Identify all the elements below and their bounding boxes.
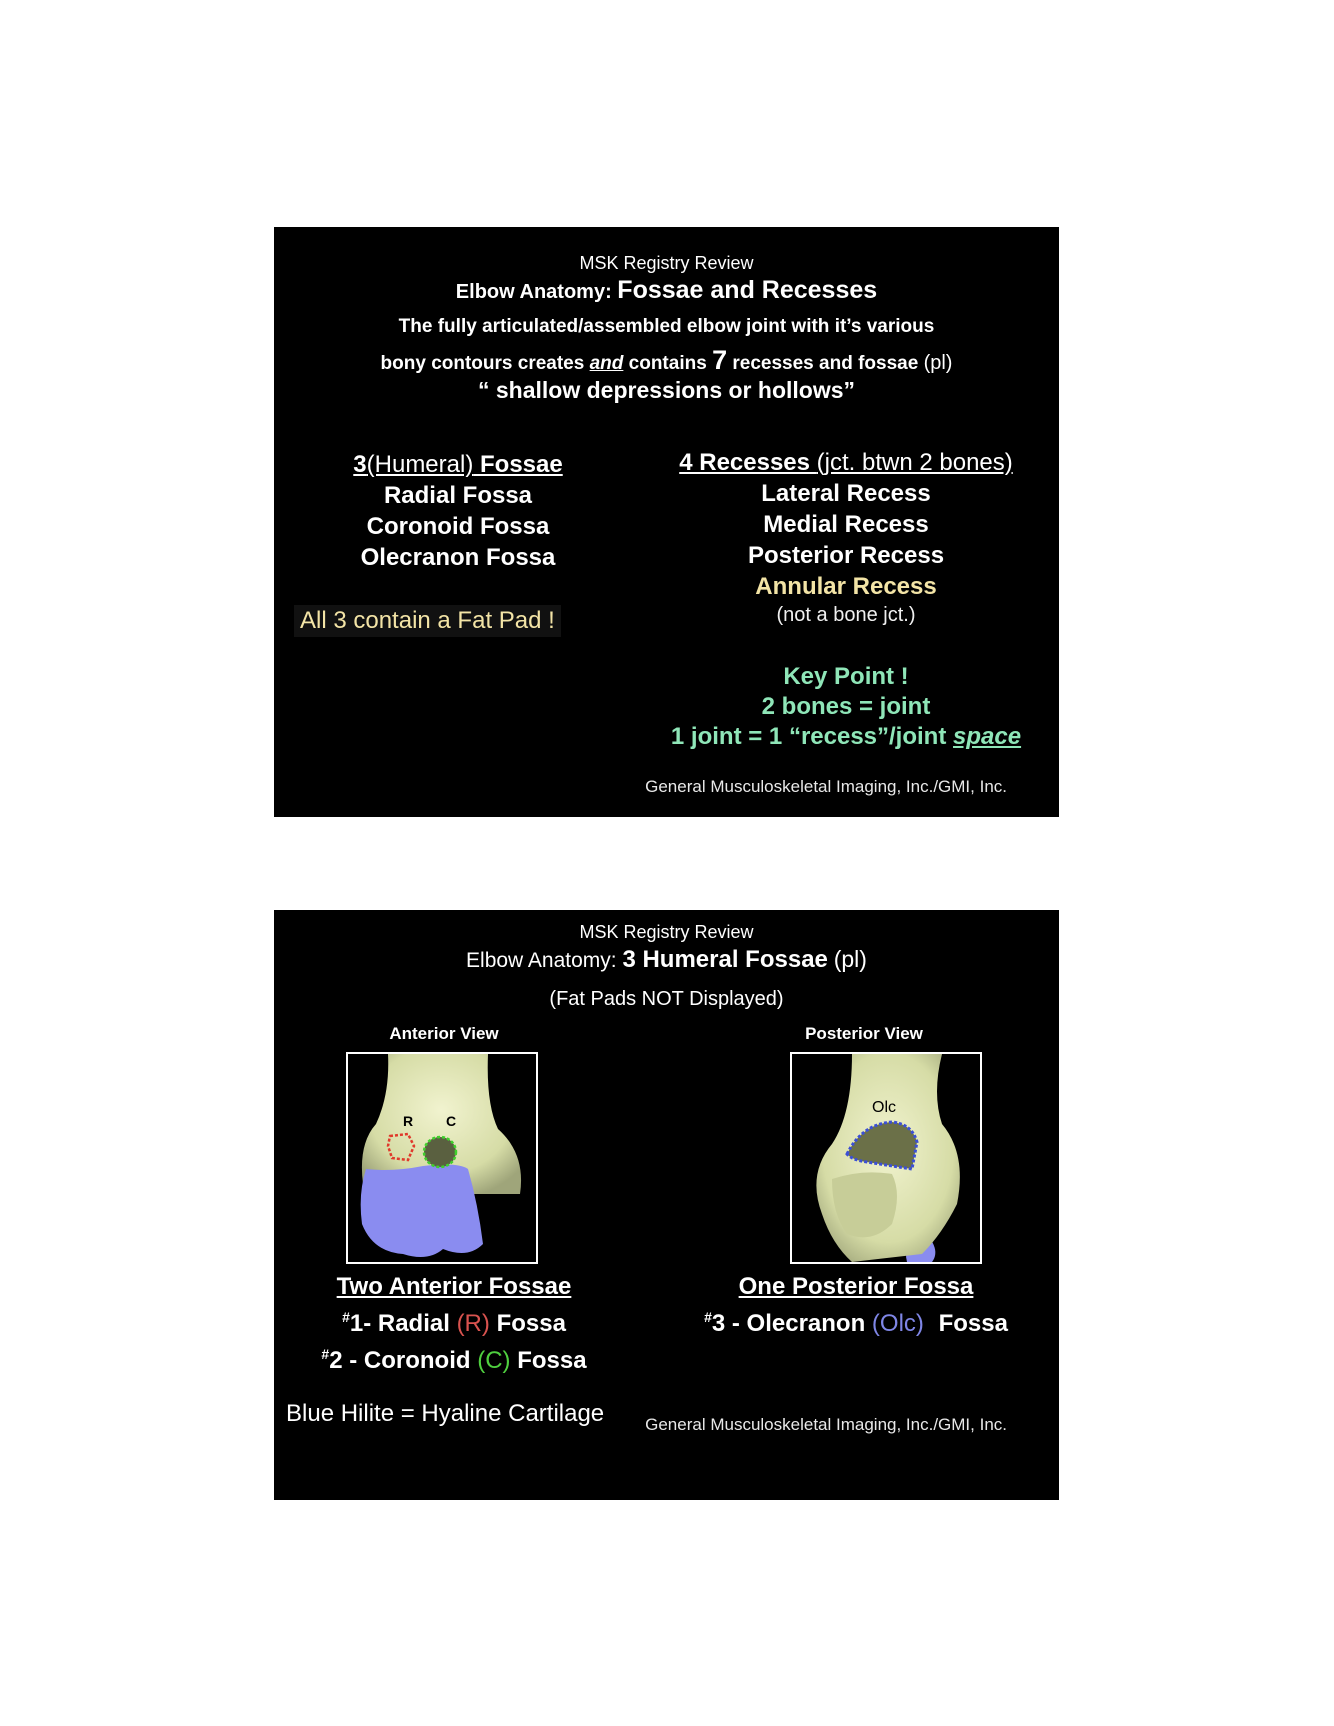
intro-line-2-pl: (pl) [923, 352, 953, 374]
recess-item-lateral: Lateral Recess [761, 480, 931, 507]
anterior-humerus-illustration [348, 1054, 536, 1262]
fossae-heading-mid: (Humeral) [366, 451, 474, 478]
title-prefix: Elbow Anatomy: [455, 281, 612, 303]
title-prefix: Elbow Anatomy: [466, 949, 617, 972]
slide-title [274, 946, 1059, 974]
intro-line-2 [274, 345, 1059, 376]
coronoid-abbr: (C) [477, 1347, 511, 1374]
key-point-line-2 [646, 722, 1046, 752]
recess-item-medial: Medial Recess [763, 511, 929, 538]
title-main: 3 Humeral Fossae [622, 946, 828, 973]
intro-line-2-c: recesses and fossae [732, 353, 919, 374]
key-point-line-2-a: 1 joint = 1 “recess”/joint [670, 723, 947, 750]
fossae-heading-end: Fossae [480, 451, 563, 478]
radial-fossa-marker: R [403, 1113, 414, 1129]
hash-3: # [704, 1309, 712, 1325]
posterior-view-label: Posterior View [805, 1024, 923, 1043]
slide-footer: General Musculoskeletal Imaging, Inc./GMI, Inc. [645, 777, 1007, 796]
recesses-heading [646, 447, 1046, 478]
slide-header: MSK Registry Review [579, 922, 754, 942]
posterior-view-image [790, 1052, 982, 1264]
coronoid-fossa-word: Fossa [517, 1347, 587, 1374]
posterior-heading: One Posterior Fossa [738, 1273, 974, 1300]
slide-header: MSK Registry Review [579, 253, 754, 273]
anterior-view-label: Anterior View [389, 1024, 499, 1043]
anterior-item-coronoid [304, 1339, 604, 1376]
recesses-column [646, 447, 1046, 628]
radial-fossa-word: Fossa [496, 1310, 566, 1337]
anterior-heading: Two Anterior Fossae [336, 1273, 572, 1300]
intro-line-1: The fully articulated/assembled elbow joint with it’s various [398, 316, 935, 337]
lat-label: Lat [940, 1065, 963, 1082]
posterior-humerus-illustration [792, 1054, 980, 1262]
posterior-fossa-text [676, 1272, 1036, 1339]
slide-footer: General Musculoskeletal Imaging, Inc./GMI, Inc. [645, 1415, 1007, 1434]
anterior-fossae-text [304, 1272, 604, 1376]
anterior-view-image [346, 1052, 538, 1264]
fossa-item-coronoid: Coronoid Fossa [366, 513, 550, 540]
recesses-heading-light: (jct. btwn 2 bones) [816, 449, 1013, 476]
fossae-heading [288, 449, 628, 480]
med-label: Med [488, 1059, 520, 1076]
intro-line-3: “ shallow depressions or hollows” [477, 377, 856, 403]
intro-line-2-a: bony contours creates [380, 353, 585, 374]
hash-1: # [342, 1309, 350, 1325]
title-main: Fossae and Recesses [617, 276, 878, 304]
slide-subtitle: (Fat Pads NOT Displayed) [549, 988, 784, 1010]
fossae-heading-num: 3 [353, 451, 367, 478]
olecranon-text: 3 - Olecranon [711, 1310, 866, 1337]
recesses-heading-bold: 4 Recesses [679, 449, 810, 476]
anterior-item-radial [304, 1302, 604, 1339]
fat-pad-note: All 3 contain a Fat Pad ! [294, 605, 561, 637]
annular-note: (not a bone jct.) [776, 604, 916, 626]
slide-humeral-fossae [274, 910, 1059, 1500]
radial-abbr: (R) [456, 1310, 490, 1337]
cartilage-note: Blue Hilite = Hyaline Cartilage [286, 1400, 605, 1427]
slide-fossae-and-recesses [274, 227, 1059, 817]
radial-text: 1- Radial [349, 1310, 450, 1337]
olecranon-fossa-marker: Olc [872, 1099, 896, 1116]
key-point-line-2-b: space [953, 723, 1022, 750]
intro-line-2-and: and [589, 353, 624, 374]
key-point-line-1: 2 bones = joint [761, 693, 931, 720]
recess-item-posterior: Posterior Recess [747, 542, 945, 569]
intro-line-2-b: contains [628, 353, 707, 374]
key-point-title: Key Point ! [783, 663, 909, 690]
olecranon-fossa-word: Fossa [938, 1310, 1008, 1337]
posterior-item-olecranon [676, 1302, 1036, 1339]
slide-title [274, 276, 1059, 305]
coronoid-text: 2 - Coronoid [329, 1347, 471, 1374]
fossae-column [288, 449, 628, 573]
med-label: Med [808, 1061, 840, 1078]
recess-item-annular: Annular Recess [755, 573, 937, 600]
coronoid-fossa-marker: C [446, 1113, 457, 1129]
title-pl: (pl) [833, 946, 867, 972]
lat-label: Lat [356, 1065, 379, 1082]
intro-line-2-number: 7 [712, 345, 728, 375]
fossa-item-radial: Radial Fossa [383, 482, 533, 509]
olecranon-abbr: (Olc) [871, 1310, 924, 1337]
fossa-item-olecranon: Olecranon Fossa [360, 544, 556, 571]
hash-2: # [321, 1346, 330, 1362]
key-point [646, 662, 1046, 752]
